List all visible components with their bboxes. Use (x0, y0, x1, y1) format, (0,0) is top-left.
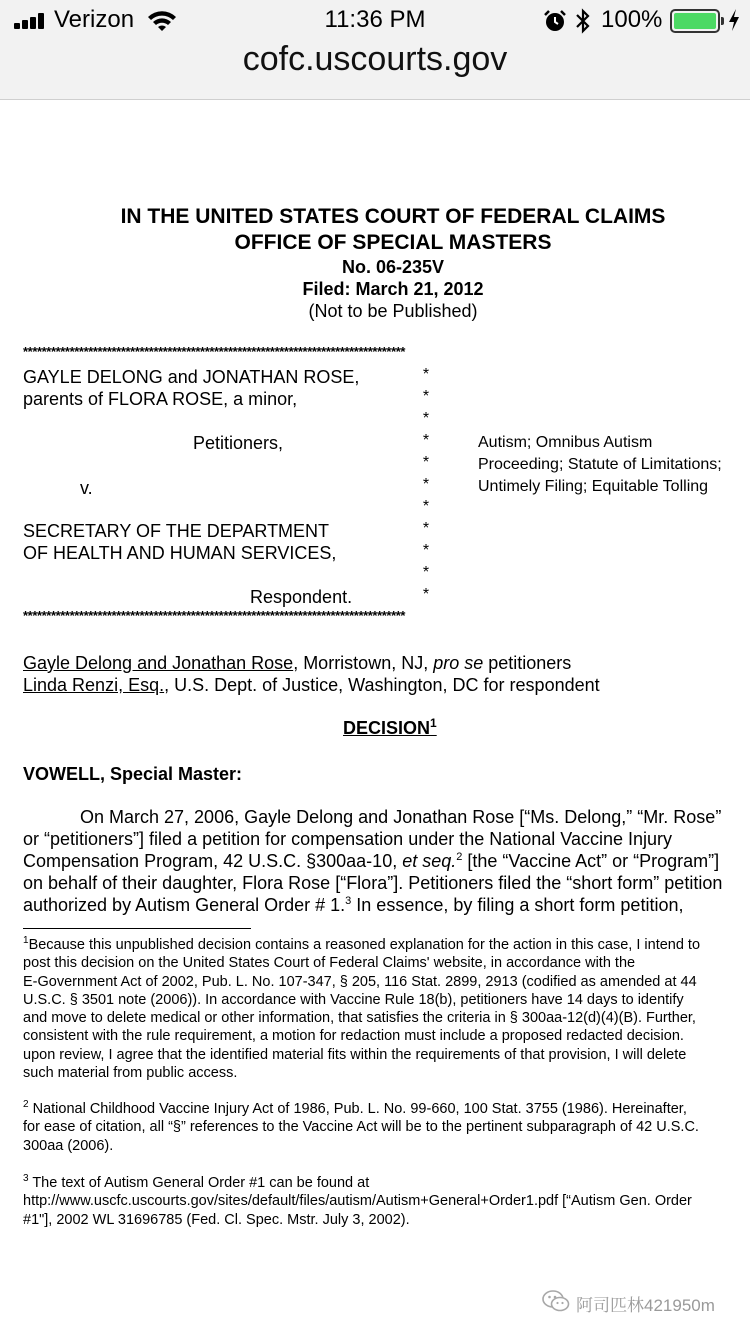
star-mark: * (422, 432, 430, 449)
footnote-mark: 1 (23, 935, 29, 947)
decision-title (343, 716, 437, 739)
bluetooth-icon (574, 8, 592, 34)
office-name: OFFICE OF SPECIAL MASTERS (234, 231, 552, 254)
body-paragraph (23, 806, 750, 916)
respondent-affiliation: , U.S. Dept. of Justice, Washington, DC for respondent (164, 675, 600, 695)
star-mark: * (422, 586, 430, 603)
petitioners-label: Petitioners, (193, 433, 284, 453)
footnote-line: post this decision on the United States Court of Federal Claims' website, in accordance with the (23, 955, 636, 972)
respondent-label: Respondent. (250, 587, 353, 607)
address-bar-url[interactable]: cofc.uscourts.gov (242, 40, 508, 78)
paragraph-text: authorized by Autism General Order # 1. (23, 895, 346, 915)
footnote-ref-1[interactable]: 1 (430, 716, 437, 730)
keyword-line: Proceeding; Statute of Limitations; (478, 456, 722, 473)
publication-status: (Not to be Published) (308, 301, 478, 321)
footnote-line: consistent with the rule requirement, a motion for redaction must include a proposed redacted decision. (23, 1028, 684, 1045)
paragraph-line: on behalf of their daughter, Flora Rose [“Flora”]. Petitioners filed the “short form” petition (23, 873, 723, 893)
star-mark: * (422, 366, 430, 383)
footnote-ref-3[interactable]: 3 (345, 895, 352, 907)
paragraph-text: In essence, by filing a short form petition, (351, 895, 684, 915)
petitioners-line-1: GAYLE DELONG and JONATHAN ROSE, (23, 367, 360, 387)
versus: v. (80, 478, 93, 498)
footnote-mark: 2 (23, 1099, 29, 1111)
battery-icon (670, 9, 720, 33)
footnote-line: upon review, I agree that the identified material fits within the requirements of that provision, I will delete (23, 1046, 687, 1063)
status-bar (0, 0, 750, 40)
footnote-3 (23, 1174, 750, 1229)
star-mark: * (422, 388, 430, 405)
paragraph-line (23, 894, 750, 916)
et-seq: et seq. (402, 851, 457, 871)
court-name: IN THE UNITED STATES COURT OF FEDERAL CLAIMS (120, 205, 666, 228)
footnote-line[interactable]: http://www.uscfc.uscourts.gov/sites/default/files/autism/Autism+General+Order1.pdf [“Autism Gen. Order (23, 1193, 692, 1210)
paragraph-line: or “petitioners”] filed a petition for compensation under the National Vaccine Injury (23, 829, 673, 849)
case-keywords (478, 432, 722, 498)
pdf-document[interactable] (0, 100, 750, 1334)
charging-icon (727, 8, 741, 32)
asterisk-rule-top: ********************************************************************************** (23, 344, 406, 359)
footnote-line (23, 1100, 750, 1118)
star-mark: * (422, 564, 430, 581)
filed-date: Filed: March 21, 2012 (302, 279, 484, 299)
star-mark: * (422, 498, 430, 515)
status-time: 11:36 PM (324, 6, 426, 33)
star-mark: * (422, 454, 430, 471)
footnote-line: such material from public access. (23, 1065, 238, 1082)
wechat-icon (542, 1289, 570, 1313)
footnote-line: U.S.C. § 3501 note (2006)). In accordance with Vaccine Rule 18(b), petitioners have 14 days to identify (23, 991, 684, 1008)
caption-star-column (420, 364, 432, 606)
respondent-counsel (23, 674, 600, 696)
case-number: No. 06-235V (341, 257, 445, 277)
star-mark: * (422, 476, 430, 493)
footnote-text: The text of Autism General Order #1 can be found at (28, 1175, 370, 1191)
pro-se: pro se (433, 653, 484, 673)
asterisk-rule-bottom: ********************************************************************************** (23, 608, 406, 623)
battery-percent: 100% (601, 6, 663, 33)
watermark-text: 阿司匹林421950m (576, 1296, 715, 1315)
footnote-line: #1"], 2002 WL 31696785 (Fed. Cl. Spec. Mstr. July 3, 2002). (23, 1211, 410, 1228)
footnote-line: for ease of citation, all “§” references to the Vaccine Act will be to the pertinent subparagraph of 42 U.S.C. (23, 1119, 699, 1136)
footnote-text: National Childhood Vaccine Injury Act of 1986, Pub. L. No. 99-660, 100 Stat. 3755 (1986). Hereinafter, (28, 1101, 687, 1117)
judge-line: VOWELL, Special Master: (23, 764, 243, 784)
footnote-mark: 3 (23, 1173, 29, 1185)
petitioner-role: petitioners (483, 653, 572, 673)
document-heading (0, 204, 750, 322)
footnote-line: E-Government Act of 2002, Pub. L. No. 107-347, § 205, 116 Stat. 2899, 2913 (codified as amended at 44 (23, 973, 697, 990)
footnote-text: Because this unpublished decision contains a reasoned explanation for the action in this case, I intend to (28, 937, 701, 953)
paragraph-line: On March 27, 2006, Gayle Delong and Jonathan Rose [“Ms. Delong,” “Mr. Rose” (80, 807, 722, 827)
petitioner-location: , Morristown, NJ, (293, 653, 434, 673)
paragraph-text: [the “Vaccine Act” or “Program”] (462, 851, 720, 871)
footnote-ref-2[interactable]: 2 (456, 851, 463, 863)
keyword-line: Autism; Omnibus Autism (478, 434, 653, 451)
petitioner-names: Gayle Delong and Jonathan Rose (23, 653, 294, 673)
footnote-line (23, 936, 750, 954)
petitioner-counsel (23, 652, 571, 674)
star-mark: * (422, 410, 430, 427)
footnote-divider (23, 928, 251, 929)
battery-tip (721, 17, 724, 25)
browser-top-bar (0, 0, 750, 100)
decision-title-text: DECISION (343, 718, 431, 738)
footnote-1 (23, 936, 750, 1082)
footnote-line: 300aa (2006). (23, 1137, 114, 1154)
respondent-line-1: SECRETARY OF THE DEPARTMENT (23, 521, 330, 541)
respondent-name: Linda Renzi, Esq. (23, 675, 165, 695)
paragraph-line (23, 850, 750, 872)
alarm-icon (543, 9, 567, 33)
paragraph-text: Compensation Program, 42 U.S.C. §300aa-10, (23, 851, 403, 871)
carrier-name: Verizon (54, 6, 135, 33)
star-mark: * (422, 520, 430, 537)
footnote-line: and move to delete medical or other information, that satisfies the criteria in § 300aa-12(d)(4)(B). Further, (23, 1010, 696, 1027)
petitioners-line-2: parents of FLORA ROSE, a minor, (23, 389, 298, 409)
battery-fill (674, 13, 716, 29)
respondent-line-2: OF HEALTH AND HUMAN SERVICES, (23, 543, 337, 563)
star-mark: * (422, 542, 430, 559)
footnote-line (23, 1174, 750, 1192)
keyword-line: Untimely Filing; Equitable Tolling (478, 478, 709, 495)
footnote-2 (23, 1100, 750, 1155)
